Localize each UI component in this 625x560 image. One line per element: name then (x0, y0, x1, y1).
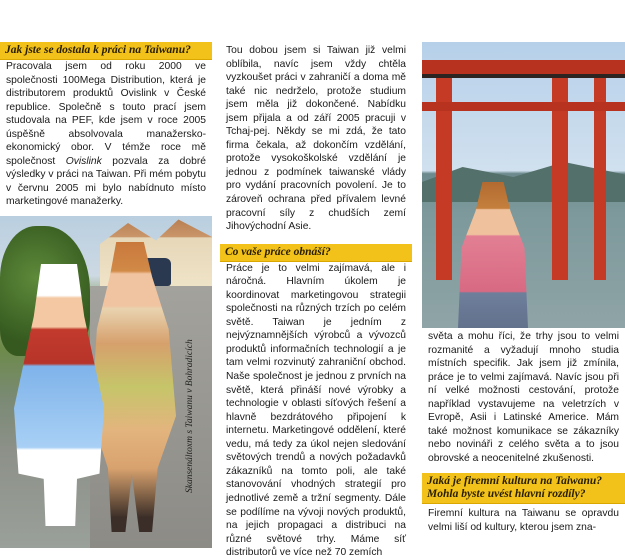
torii-lower-beam (422, 102, 625, 111)
column-2 (220, 0, 412, 560)
spacer (422, 465, 625, 473)
torii-top-beam (422, 60, 625, 78)
torii-pillar (552, 60, 568, 280)
question-heading-2: Co vaše práce obnáší? (220, 244, 412, 262)
question-heading-3: Jaká je firemní kultura na Taiwanu? Mohla byste uvést hlavní rozdíly? (422, 473, 625, 504)
top-spacer (0, 0, 212, 42)
paragraph-text: Pracovala jsem od roku 2000 ve společnosti 100Mega Distribution, která je distributorem produktů Ovislink v České republice. Společně s touto prací jsem studovala na PEF, kde jsem v roce 2005 úspěšně absolvovala manažersko-ekonomický obor. V témže roce mě společnost (6, 61, 206, 167)
column-3 (422, 330, 625, 535)
photo-woman (458, 182, 528, 328)
answer-paragraph-1 (0, 60, 212, 209)
photo-caption: Skansenáltoxm s Taiwanu v Bohradicích (185, 339, 195, 493)
answer-paragraph-3: Firemní kultura na Taiwanu se opravdu velmi liší od kultury, kterou jsem zna- (428, 508, 619, 534)
question-heading-1: Jak jste se dostala k práci na Taiwanu? (0, 42, 212, 60)
torii-pillar (594, 60, 606, 280)
answer-paragraph-2-continued: světa a mohu říci, že trhy jsou to velmi rozmanité a vyžadují mnoho studia místních specifik. Jak jsem již zmínila, práce je to velmi zajímavá. Navíc jsou při ní velké možnosti cestování, protože například vystavujeme na veletrzích v Evropě, Asii i Latinské Americe. Mám také možnost komunikace se zákazníky nebo novináři z celého světa a to jsou obrovské a neocenitelné zkušenosti. (428, 331, 619, 464)
top-spacer (220, 0, 412, 44)
photo-woman-at-torii-gate (422, 42, 625, 328)
spacer (220, 234, 412, 244)
photo-girl-and-woman (0, 216, 212, 548)
column-1 (0, 0, 212, 209)
answer-paragraph-1-continued: Tou dobou jsem si Taiwan již velmi oblíbila, navíc jsem vždy chtěla vyzkoušet práci v zahraničí a doma mě také nic nedrželo, protože studium jsem měla již dokončené. Nabídku jsem přijala a od září 2005 pracuji v Tchaj-pej. Někdy se mi zdá, že tato firma čekala, až dokončím vzdělání, protože vysokoškolské vzdělání je jednou z podmínek taiwanské vlády pro vydání pracovních povolení. Je to zároveň ochrana před přívalem levné pracovní síly z chudších zemí Jihovýchodní Asie. (226, 45, 406, 233)
answer-paragraph-2: Práce je to velmi zajímavá, ale i náročná. Hlavním úkolem je koordinovat marketingovou strategii společnosti na různých trzích po celém světě. Taiwan je jedním z nejvýznamnějších výrobců a vývozců produktů informačních technologií a je tam velmi rozvinutý zahraniční obchod. Naše společnost je jednou z prvních na světě, která přináší nové výrobky a technologie v oblasti síťových řešení a hlavně bezdrátového připojení k internetu. Marketingové oddělení, které vedu, má tedy za úkol nejen sledování světových trendů a nových požadavků zákazníků na tomto poli, ale také stanovování vhodných strategií pro jednotlivé země a tržní segmenty. Dále se podílíme na vývoji nových produktů, na jejich propagaci a distribuci na různé světové trhy. Máme síť distributorů ve více než 70 zemích (226, 262, 406, 559)
company-name: Ovislink (65, 155, 102, 167)
torii-pillar (436, 60, 452, 280)
paragraph-text: pozvala za dobré výsledky v práci na Taiwan. Při mém pobytu v červnu 2005 mi bylo nabídnuto místo marketingové manažerky. (6, 155, 206, 208)
